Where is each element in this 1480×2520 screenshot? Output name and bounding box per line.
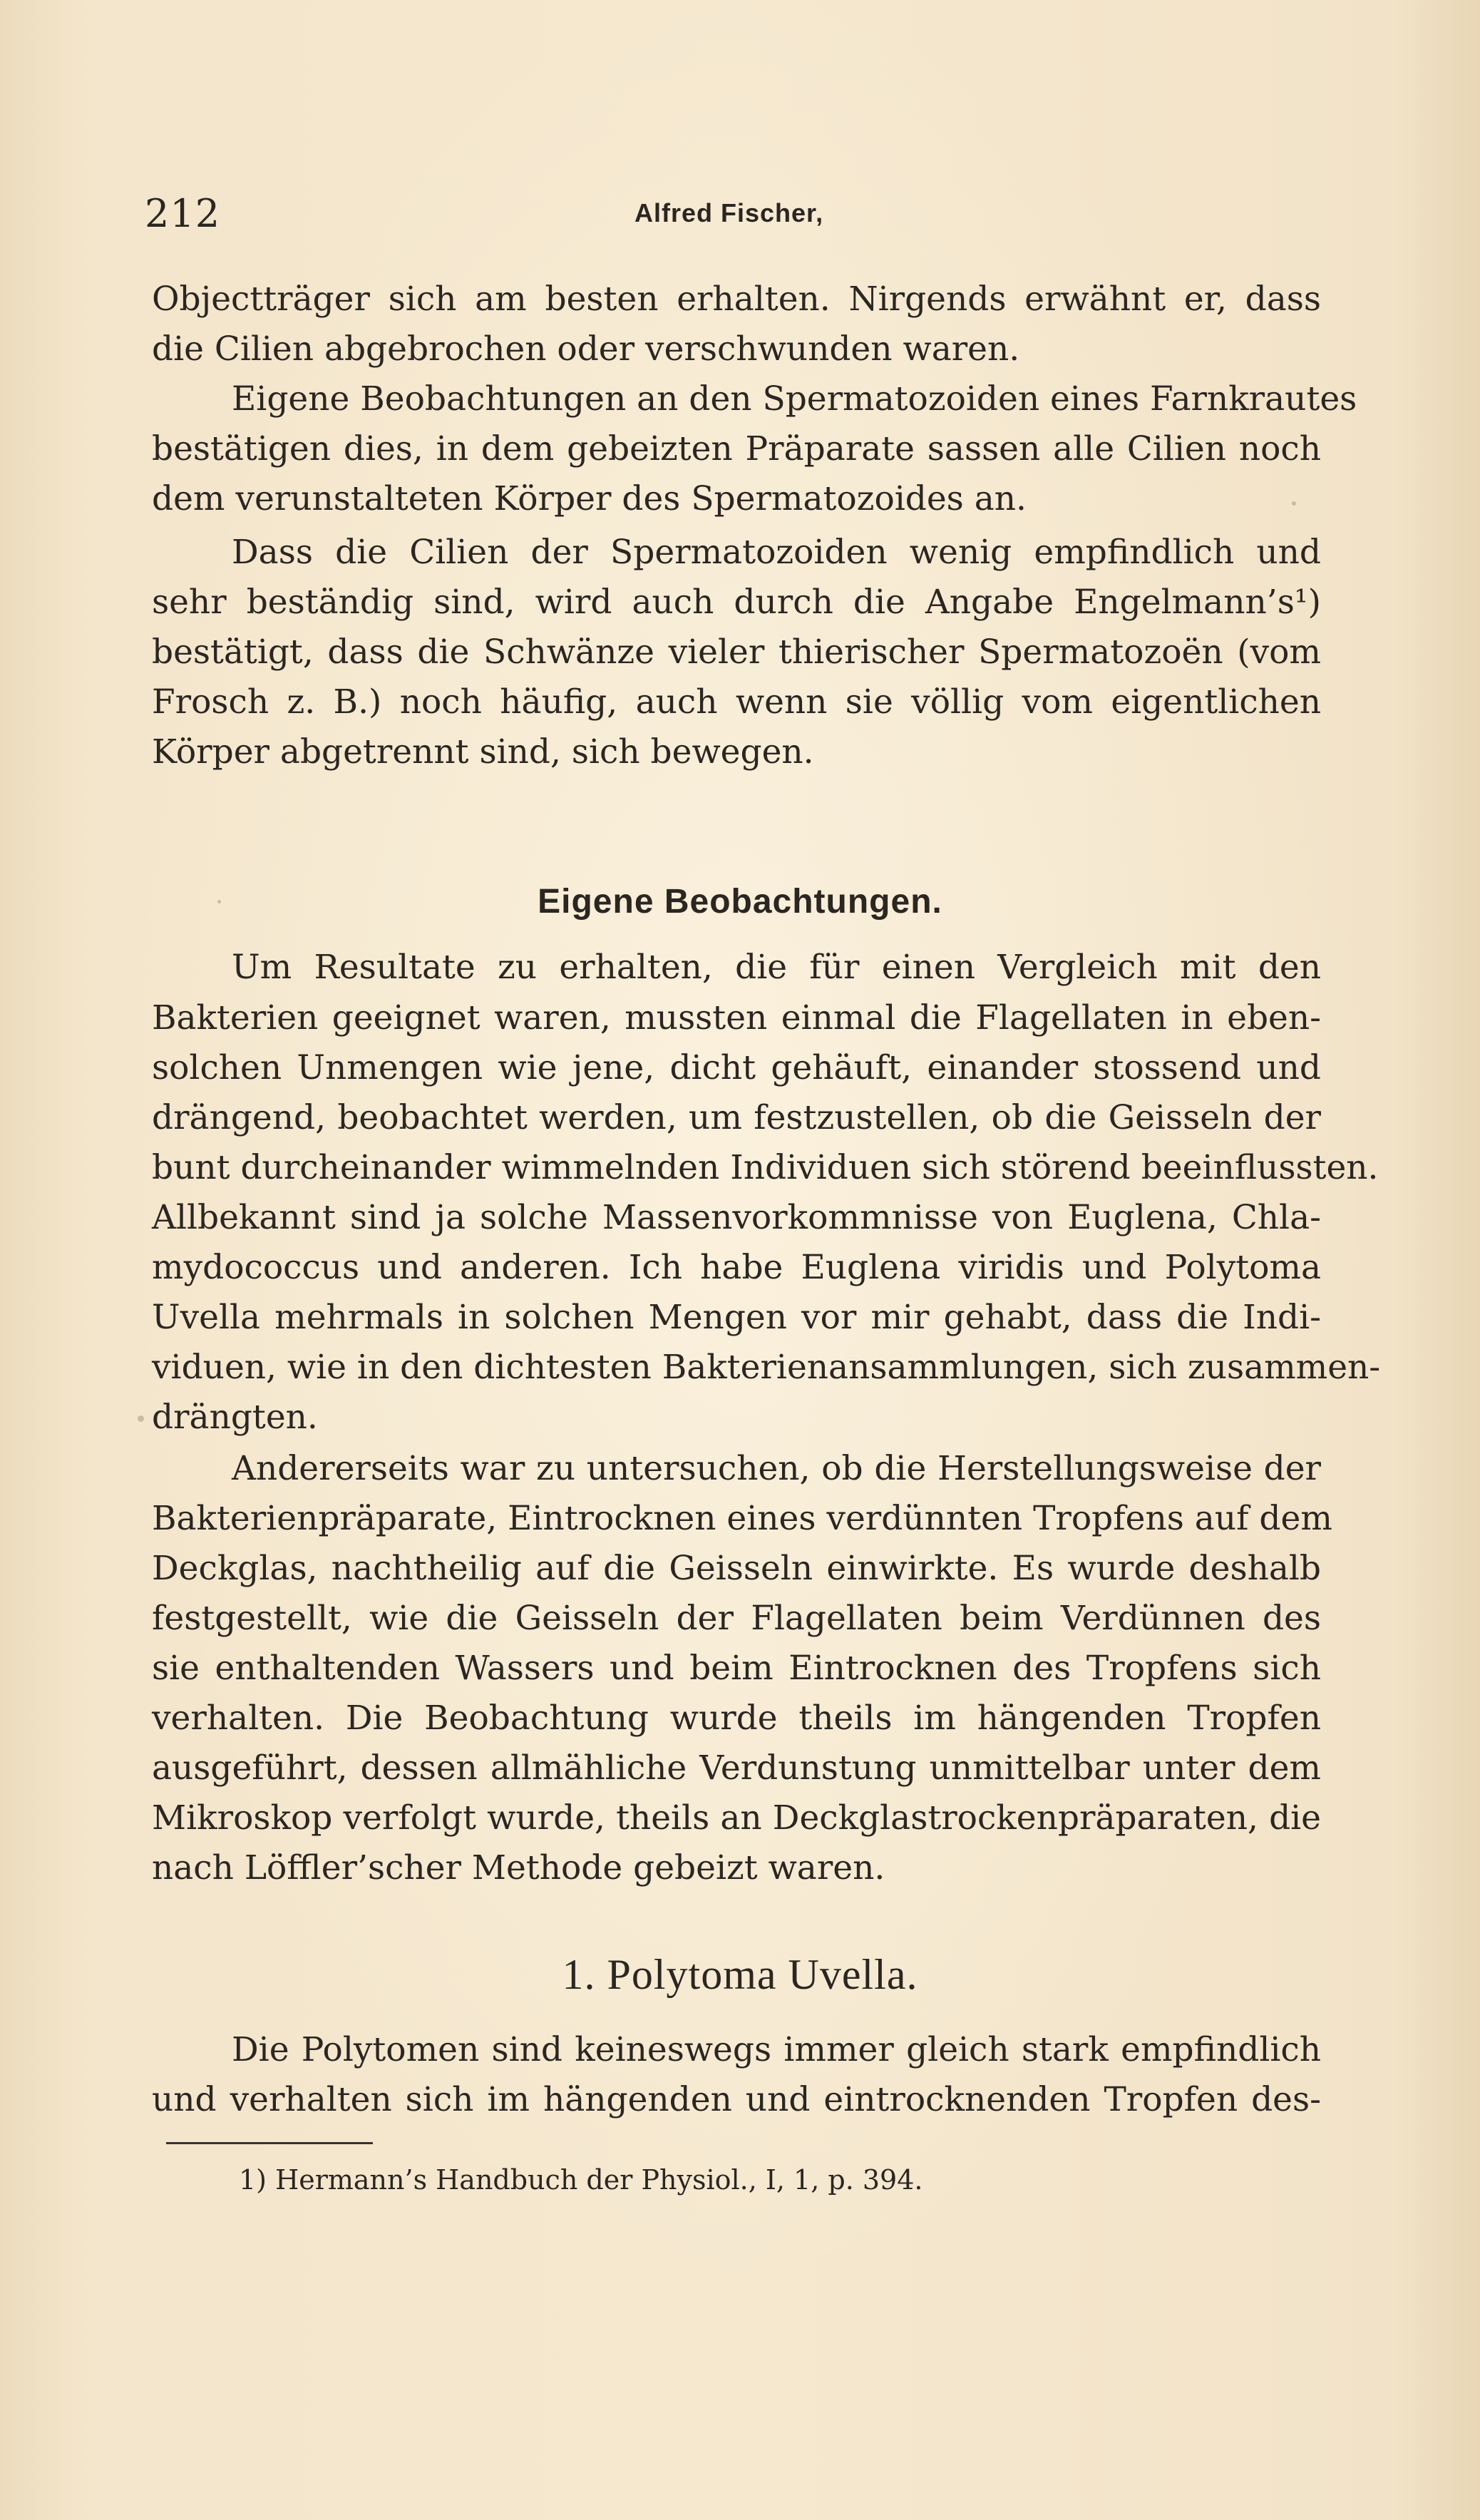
text-line: Uvella mehrmals in solchen Mengen vor mir gehabt, dass die Indi- [152, 1298, 1321, 1337]
text-line: dem verunstalteten Körper des Spermatozoides an. [152, 479, 1027, 518]
text-line: viduen, wie in den dichtesten Bakterienansammlungen, sich zusammen- [152, 1348, 1381, 1387]
text-line: ausgeführt, dessen allmähliche Verdunstung unmittelbar unter dem [152, 1748, 1321, 1788]
page-number: 212 [145, 191, 221, 236]
text-line: drängten. [152, 1398, 318, 1437]
text-line: sehr beständig sind, wird auch durch die Angabe Engelmann’s¹) [152, 583, 1321, 622]
text-line: Bakterien geeignet waren, mussten einmal die Flagellaten in eben- [152, 998, 1321, 1038]
footnote: 1) Hermann’s Handbuch der Physiol., I, 1, p. 394. [239, 2164, 923, 2196]
text-line: die Cilien abgebrochen oder verschwunden waren. [152, 329, 1020, 369]
text-line: und verhalten sich im hängenden und eintrocknenden Tropfen des- [152, 2080, 1321, 2119]
text-line: Körper abgetrennt sind, sich bewegen. [152, 732, 814, 772]
text-line: Um Resultate zu erhalten, die für einen Vergleich mit den [232, 948, 1321, 987]
text-line: drängend, beobachtet werden, um festzustellen, ob die Geisseln der [152, 1098, 1321, 1137]
text-line: mydococcus und anderen. Ich habe Euglena viridis und Polytoma [152, 1248, 1321, 1287]
text-line: bestätigen dies, in dem gebeizten Präparate sassen alle Cilien noch [152, 429, 1321, 468]
text-line: Bakterienpräparate, Eintrocknen eines verdünnten Tropfens auf dem [152, 1499, 1332, 1538]
text-line: bunt durcheinander wimmelnden Individuen sich störend beeinflussten. [152, 1148, 1379, 1187]
subsection-heading: 1. Polytoma Uvella. [562, 1951, 918, 1998]
text-line: Deckglas, nachtheilig auf die Geisseln einwirkte. Es wurde deshalb [152, 1549, 1321, 1588]
text-line: sie enthaltenden Wassers und beim Eintrocknen des Tropfens sich [152, 1649, 1321, 1688]
text-line: Dass die Cilien der Spermatozoiden wenig empfindlich und [232, 533, 1321, 572]
text-line: verhalten. Die Beobachtung wurde theils im hängenden Tropfen [152, 1699, 1321, 1738]
text-line: festgestellt, wie die Geisseln der Flagellaten beim Verdünnen des [152, 1599, 1321, 1638]
text-line: Mikroskop verfolgt wurde, theils an Deckglastrockenpräparaten, die [152, 1798, 1321, 1838]
text-line: bestätigt, dass die Schwänze vieler thierischer Spermatozoën (vom [152, 632, 1321, 672]
text-line: Allbekannt sind ja solche Massenvorkommnisse von Euglena, Chla- [152, 1198, 1321, 1237]
text-line: solchen Unmengen wie jene, dicht gehäuft, einander stossend und [152, 1048, 1321, 1087]
text-line: Die Polytomen sind keineswegs immer gleich stark empfindlich [232, 2030, 1321, 2069]
text-line: Objectträger sich am besten erhalten. Nirgends erwähnt er, dass [152, 280, 1321, 319]
text-line: Andererseits war zu untersuchen, ob die Herstellungsweise der [232, 1449, 1321, 1488]
paper-speck [138, 1415, 144, 1422]
paper-speck [1292, 501, 1296, 506]
paper-speck [217, 900, 221, 903]
section-heading: Eigene Beobachtungen. [538, 883, 942, 921]
text-line: nach Löffler’scher Methode gebeizt waren. [152, 1848, 885, 1888]
text-line: Eigene Beobachtungen an den Spermatozoiden eines Farnkrautes [232, 379, 1357, 419]
footnote-divider [166, 2142, 373, 2144]
text-line: Frosch z. B.) noch häufig, auch wenn sie völlig vom eigentlichen [152, 682, 1321, 722]
running-header-author: Alfred Fischer, [634, 198, 824, 227]
